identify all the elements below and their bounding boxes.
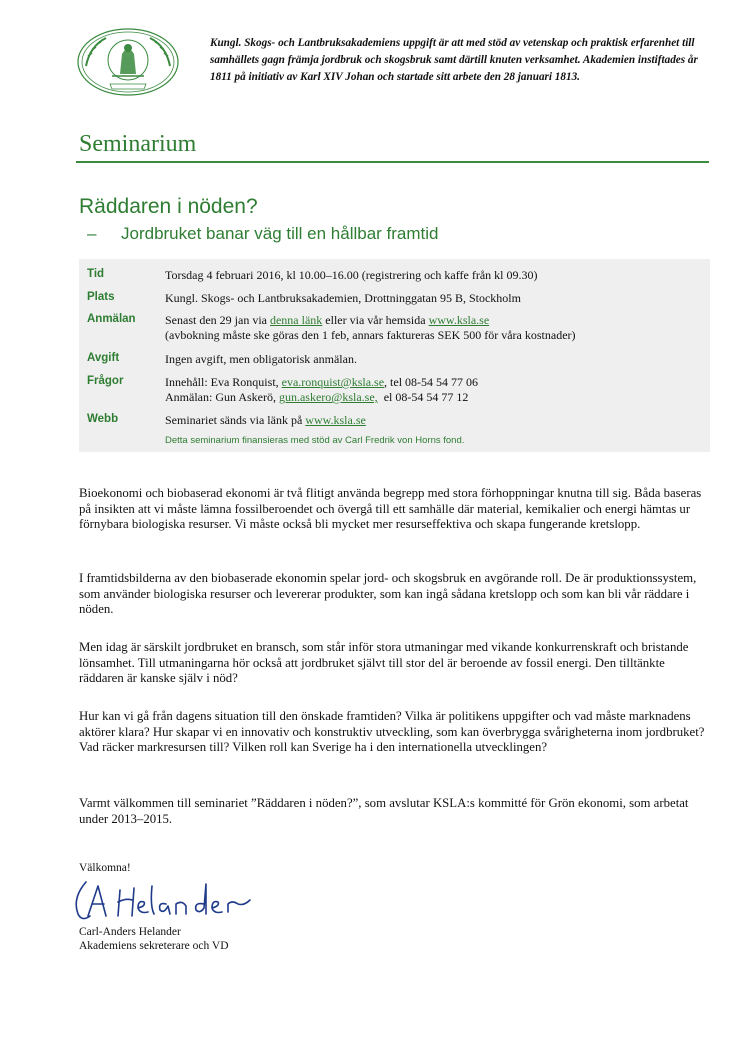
info-label-plats: Plats [87, 291, 115, 303]
info-value-anmalan [165, 313, 705, 343]
event-subtitle [87, 224, 439, 244]
subtitle-text: Jordbruket banar väg till en hållbar framtid [121, 224, 439, 243]
section-title: Seminarium [79, 131, 197, 157]
funding-note: Detta seminarium finansieras med stöd av Carl Fredrik von Horns fond. [165, 435, 465, 446]
body-paragraph-5: Varmt välkommen till seminariet ”Räddaren i nöden?”, som avslutar KSLA:s kommitté för Grön ekonomi, som arbetat under 2013–2015. [79, 796, 689, 826]
webb-prefix: Seminariet sänds via länk på [165, 413, 306, 427]
anmalan-cancellation: (avbokning måste ske göras den 1 feb, annars faktureras SEK 500 för våra kostnader) [165, 328, 576, 342]
info-label-webb: Webb [87, 413, 119, 425]
eva-email-link[interactable]: eva.ronquist@ksla.se [281, 375, 385, 389]
info-label-tid: Tid [87, 268, 105, 280]
info-value-avgift: Ingen avgift, men obligatorisk anmälan. [165, 352, 357, 366]
signer-role: Akademiens sekreterare och VD [79, 940, 229, 952]
handwritten-signature-icon [68, 876, 258, 926]
body-paragraph-4: Hur kan vi gå från dagens situation till den önskade framtiden? Vilka är politikens uppgifter och vad måste marknadens aktörer klara? Hur skapar vi en innovativ och konstruktiv utveckling, som kan överbrygga svårigheterna inom jordbruket? Vad räcker markresursen till? Vilken roll kan Sverige ha i den internationella utvecklingen? [79, 709, 705, 754]
body-paragraph-3: Men idag är särskilt jordbruket en bransch, som står inför stora utmaningar med vikande konkurrenskraft och bristande lönsamhet. Till utmaningarna hör också att jordbruket självt till stor del är beroende av fossil energi. Den tilltänkte räddaren är kanske själv i nöd? [79, 640, 689, 685]
info-value-webb [165, 413, 705, 448]
event-info-box [79, 259, 710, 452]
fragor-line2-prefix: Anmälan: Gun Askerö, [165, 390, 279, 404]
anmalan-middle: eller via vår hemsida [322, 313, 429, 327]
section-divider [76, 161, 709, 163]
webb-link[interactable]: www.ksla.se [305, 413, 366, 427]
info-value-fragor [165, 375, 705, 405]
closing-greeting: Välkomna! [79, 862, 131, 874]
registration-link[interactable]: denna länk [269, 313, 323, 327]
event-title: Räddaren i nöden? [79, 195, 258, 218]
fragor-line2-suffix: el 08-54 54 77 12 [377, 390, 469, 404]
info-label-fragor: Frågor [87, 375, 124, 387]
subtitle-dash: – [87, 224, 97, 243]
fragor-line1-suffix: , tel 08-54 54 77 06 [384, 375, 479, 389]
academy-seal-icon [76, 26, 180, 98]
gun-email-link[interactable]: gun.askero@ksla.se, [278, 390, 378, 404]
signer-block [79, 925, 229, 953]
body-paragraph-1: Bioekonomi och biobaserad ekonomi är två flitigt använda begrepp med stora förhoppningar knutna till sig. Båda baseras på insikten att vi måste lämna fossilberoendet och övergå till ett samhälle där material, kemikalier och energi hämtas ur förnybara biologiska resurser. Vi måste också bli mycket mer resurseffektiva och skapa fungerande kretslopp. [79, 486, 702, 531]
academy-intro: Kungl. Skogs- och Lantbruksakademiens uppgift är att med stöd av vetenskap och praktisk erfarenhet till samhällets gagn främja jordbruk och skogsbruk samt därtill knuten verksamhet. Akademien instiftades år 1811 på initiativ av Karl XIV Johan och startade sitt arbete den 28 januari 1813. [210, 37, 698, 83]
anmalan-prefix: Senast den 29 jan via [165, 313, 270, 327]
info-label-anmalan: Anmälan [87, 313, 136, 325]
info-value-plats: Kungl. Skogs- och Lantbruksakademien, Drottninggatan 95 B, Stockholm [165, 291, 521, 305]
body-paragraph-2: I framtidsbilderna av den biobaserade ekonomin spelar jord- och skogsbruk en avgörande roll. De är produktionssystem, som använder biologiska resurser och levererar produkter, som kan ingå sådana kretslopp och som kan bli vår räddare i nöden. [79, 571, 697, 616]
signer-name: Carl-Anders Helander [79, 926, 181, 938]
info-label-avgift: Avgift [87, 352, 120, 364]
website-link[interactable]: www.ksla.se [428, 313, 490, 327]
fragor-line1-prefix: Innehåll: Eva Ronquist, [165, 375, 282, 389]
info-value-tid: Torsdag 4 februari 2016, kl 10.00–16.00 (registrering och kaffe från kl 09.30) [165, 268, 538, 282]
